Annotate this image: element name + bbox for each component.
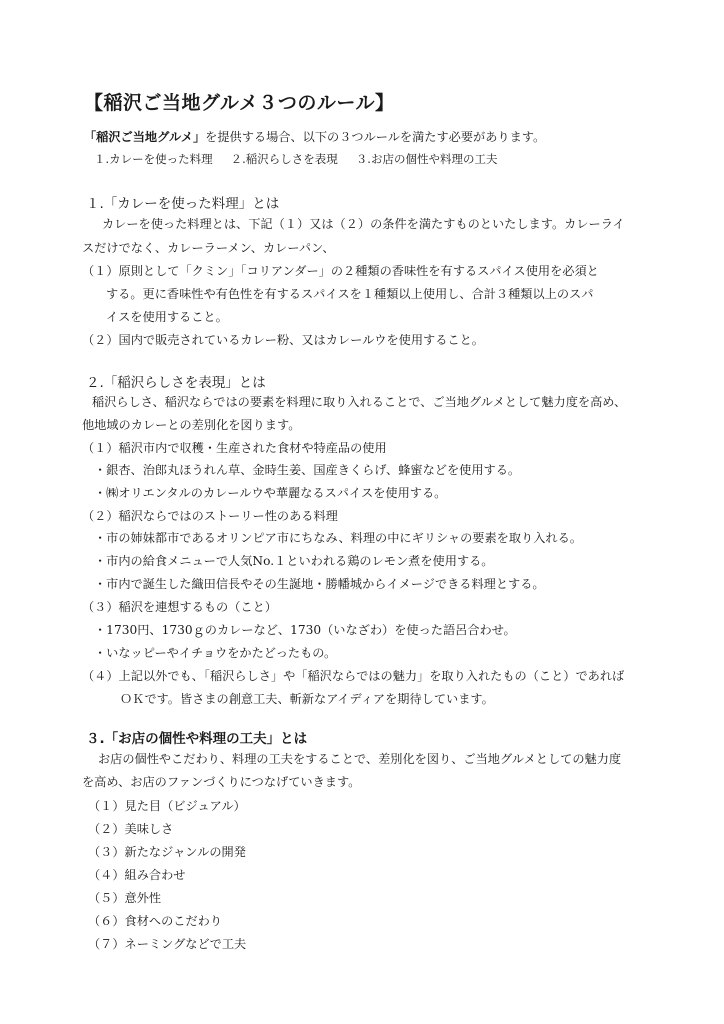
list-item: （４）組み合わせ: [88, 868, 186, 882]
body-line: する。更に香味性や有色性を有するスパイスを１種類以上使用し、合計３種類以上のスパ: [106, 287, 594, 301]
list-item: （６）食材へのこだわり: [88, 914, 223, 928]
list-item: （５）意外性: [88, 891, 162, 905]
intro-rest: を提供する場合、以下の３つルールを満たす必要があります。: [205, 130, 546, 144]
body-line: （３）稲沢を連想するもの（こと）: [82, 600, 277, 614]
intro-bold: 「稲沢ご当地グルメ」: [84, 130, 206, 144]
section1-heading: １.「カレーを使った料理」とは: [86, 196, 280, 212]
rule-list: [94, 151, 497, 167]
section2-heading: ２.「稲沢らしさを表現」とは: [86, 375, 266, 391]
body-line: を高め、お店のファンづくりにつなげていきます。: [82, 775, 361, 789]
body-line: （４）上記以外でも、「稲沢らしさ」や「稲沢ならではの魅力」を取り入れたもの（こと）であれば: [82, 669, 625, 683]
rule-item: ２.稲沢らしさを表現: [230, 152, 338, 166]
bullet-item: ・㈱オリエンタルのカレールウや華麗なるスパイスを使用する。: [94, 486, 447, 500]
body-line: （１）原則として「クミン」「コリアンダー」の２種類の香味性を有するスパイス使用を必須と: [82, 264, 599, 278]
section3-heading: ３.「お店の個性や料理の工夫」とは: [86, 731, 308, 747]
body-line: スだけでなく、カレーラーメン、カレーパン、: [82, 241, 335, 255]
intro-text: [84, 128, 545, 145]
rule-item: ３.お店の個性や料理の工夫: [355, 152, 498, 166]
rule-item: １.カレーを使った料理: [94, 152, 213, 166]
body-line: 他地域のカレーとの差別化を図ります。: [82, 418, 301, 432]
body-line: ＯＫです。皆さまの創意工夫、斬新なアイディアを期待しています。: [120, 692, 494, 706]
bullet-item: ・銀杏、治郎丸ほうれん草、金時生姜、国産きくらげ、蜂蜜などを使用する。: [94, 463, 521, 477]
body-line: お店の個性やこだわり、料理の工夫をすることで、差別化を図り、ご当地グルメとしての魅力度: [98, 752, 622, 766]
bullet-item: ・市の姉妹都市であるオリンピア市にちなみ、料理の中にギリシャの要素を取り入れる。: [94, 531, 582, 545]
body-line: イスを使用すること。: [106, 310, 228, 324]
list-item: （７）ネーミングなどで工夫: [88, 937, 247, 951]
bullet-item: ・市内で誕生した織田信長やその生誕地・勝幡城からイメージできる料理とする。: [94, 577, 545, 591]
body-line: カレーを使った料理とは、下記（１）又は（２）の条件を満たすものといたします。カレーライ: [102, 217, 625, 231]
list-item: （３）新たなジャンルの開発: [88, 845, 246, 859]
body-line: （２）稲沢ならではのストーリー性のある料理: [82, 509, 338, 523]
list-item: （１）見た目（ビジュアル）: [88, 799, 246, 813]
body-line: （１）稲沢市内で収穫・生産された食材や特産品の使用: [82, 441, 387, 455]
list-item: （２）美味しさ: [88, 822, 174, 836]
body-line: （２）国内で販売されているカレー粉、又はカレールウを使用すること。: [82, 333, 484, 347]
bullet-item: ・いなッピーやイチョウをかたどったもの。: [94, 646, 337, 660]
body-line: 稲沢らしさ、稲沢ならではの要素を料理に取り入れることで、ご当地グルメとして魅力度を高め、: [92, 395, 627, 409]
bullet-item: ・1730円、1730ｇのカレーなど、1730（いなざわ）を使った語呂合わせ。: [94, 623, 516, 637]
page-title: 【稲沢ご当地グルメ３つのルール】: [84, 92, 395, 114]
bullet-item: ・市内の給食メニューで人気No.１といわれる鶏のレモン煮を使用する。: [94, 554, 494, 568]
